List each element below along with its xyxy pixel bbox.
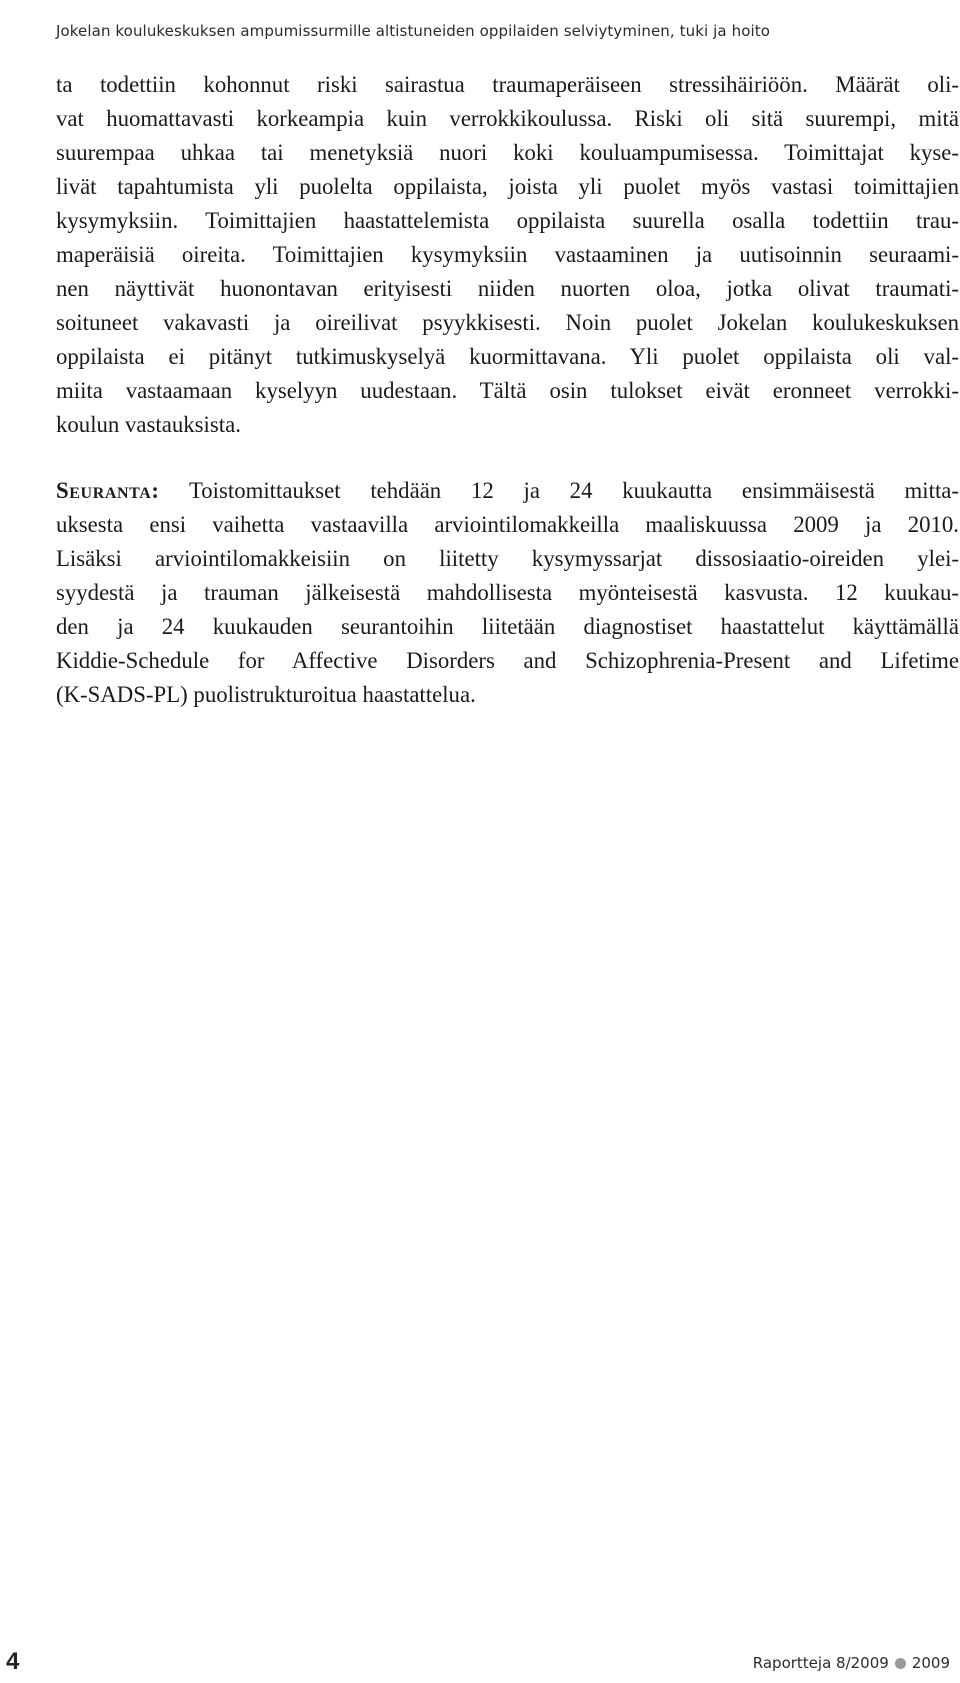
running-header: Jokelan koulukeskuksen ampumissurmille altistuneiden oppilaiden selviytyminen, tuki ja hoito xyxy=(56,22,770,40)
text-line: Lisäksi arviointilomakkeisiin on liitetty kysymyssarjat dissosiaatio-oireiden ylei- xyxy=(56,546,959,571)
paragraph-1 xyxy=(56,68,959,442)
text-line: oppilaista ei pitänyt tutkimuskyselyä kuormittavana. Yli puolet oppilaista oli val- xyxy=(56,344,959,369)
paragraph-2 xyxy=(56,474,959,712)
text-line: ta todettiin kohonnut riski sairastua traumaperäiseen stressihäiriöön. Määrät oli- xyxy=(56,72,959,97)
text-line: (K-SADS-PL) puolistrukturoitua haastattelua. xyxy=(56,682,476,707)
text-line-rest: Toistomittaukset tehdään 12 ja 24 kuukautta ensimmäisestä mitta- xyxy=(159,478,959,503)
text-line: syydestä ja trauman jälkeisestä mahdollisesta myönteisestä kasvusta. 12 kuukau- xyxy=(56,580,959,605)
text-line: maperäisiä oireita. Toimittajien kysymyksiin vastaaminen ja uutisoinnin seuraami- xyxy=(56,242,959,267)
text-line: den ja 24 kuukauden seurantoihin liitetään diagnostiset haastattelut käyttämällä xyxy=(56,614,959,639)
text-line: livät tapahtumista yli puolelta oppilaista, joista yli puolet myös vastasi toimittajien xyxy=(56,174,959,199)
text-line: koulun vastauksista. xyxy=(56,412,241,437)
text-line: nen näyttivät huonontavan erityisesti niiden nuorten oloa, jotka olivat traumati- xyxy=(56,276,959,301)
text-line: Kiddie-Schedule for Affective Disorders and Schizophrenia-Present and Lifetime xyxy=(56,648,959,673)
publication-label: Raportteja 8/2009 xyxy=(752,1654,889,1672)
text-line: vat huomattavasti korkeampia kuin verrokkikoulussa. Riski oli sitä suurempi, mitä xyxy=(56,106,959,131)
bullet-dot-icon xyxy=(895,1658,906,1669)
text-line-first xyxy=(56,474,959,508)
section-lead: Seuranta: xyxy=(56,478,160,503)
text-line: miita vastaamaan kyselyyn uudestaan. Tältä osin tulokset eivät eronneet verrokki- xyxy=(56,378,959,403)
text-line: kysymyksiin. Toimittajien haastattelemista oppilaista suurella osalla todettiin trau- xyxy=(56,208,959,233)
paragraph-spacer xyxy=(56,442,959,474)
footer-publication xyxy=(753,1654,950,1672)
publication-year: 2009 xyxy=(911,1654,950,1672)
body-text xyxy=(56,68,959,712)
page-number: 4 xyxy=(6,1648,20,1675)
text-line: soituneet vakavasti ja oireilivat psyykkisesti. Noin puolet Jokelan koulukeskuksen xyxy=(56,310,959,335)
text-line: suurempaa uhkaa tai menetyksiä nuori koki kouluampumisessa. Toimittajat kyse- xyxy=(56,140,959,165)
text-line: uksesta ensi vaihetta vastaavilla arviointilomakkeilla maaliskuussa 2009 ja 2010. xyxy=(56,512,959,537)
